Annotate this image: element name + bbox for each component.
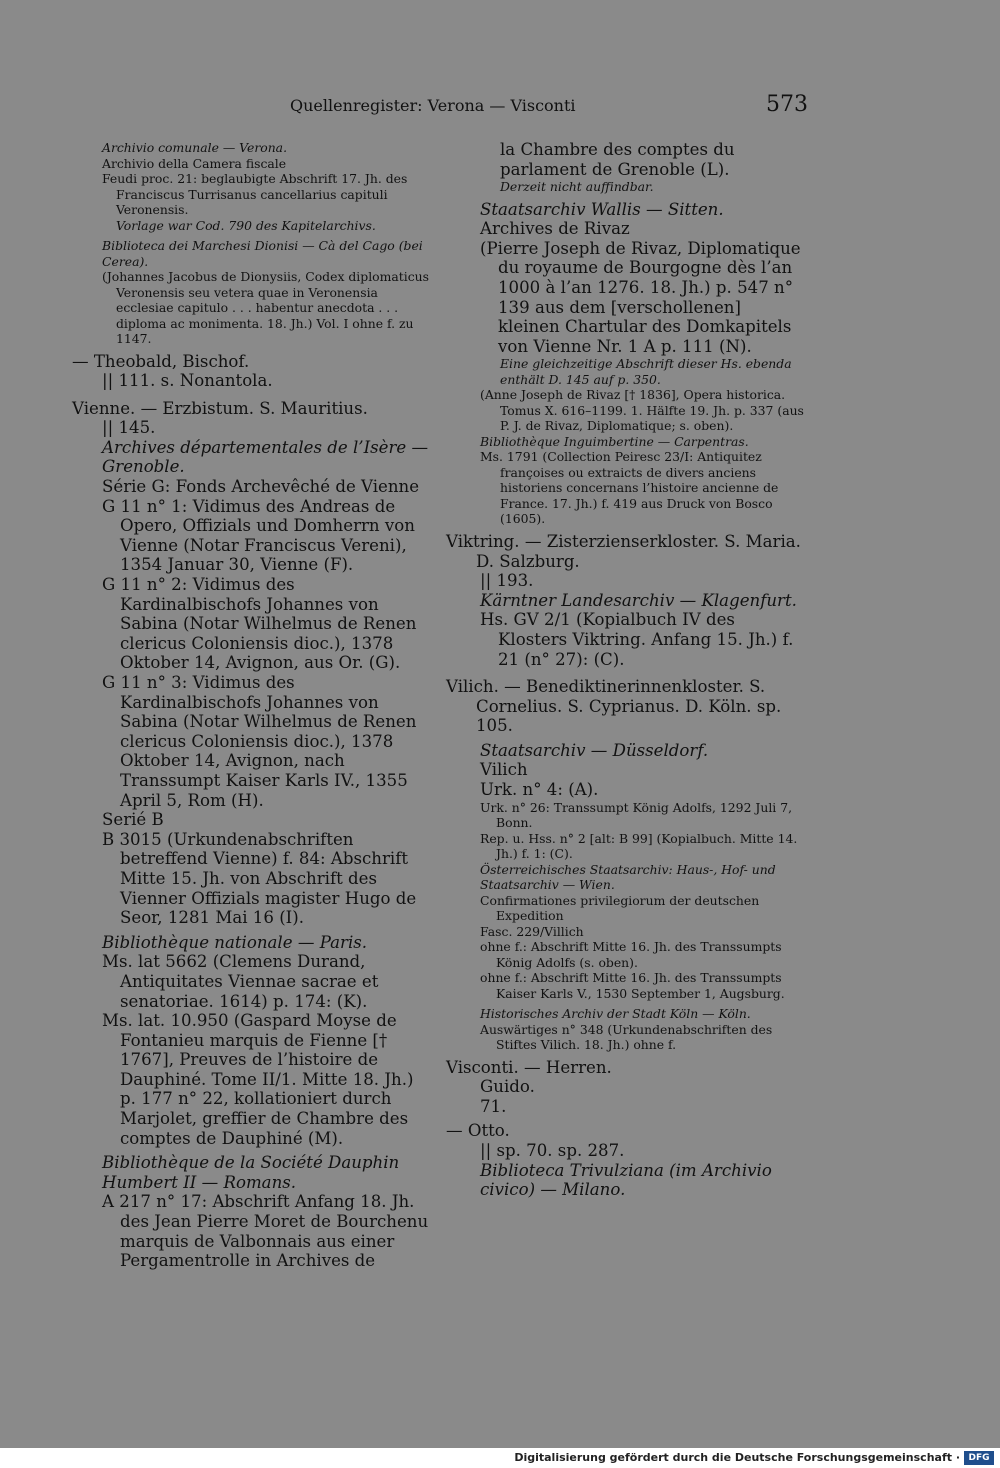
source-entry: Hs. GV 2/1 (Kopialbuch IV des Klosters Viktring. Anfang 15. Jh.) f. 21 (n° 27): (C).: [480, 610, 794, 669]
source-entry: A 217 n° 17: Abschrift Anfang 18. Jh. des Jean Pierre Moret de Bourchenu marquis de Valbonnais aus einer Pergamentrolle in Archives de: [102, 1192, 429, 1271]
source-entry: (Johannes Jacobus de Dionysiis, Codex diplomaticus Veronensis seu vetera quae in Veronensia ecclesiae capitulo . . . habentur anecdota . . . diploma ac monimenta. 18. Jh.) Vol. I ohne f. zu 1147.: [102, 269, 429, 346]
running-title: Quellenregister: Verona — Visconti: [290, 96, 576, 115]
archive-heading: Archives départementales de l’Isère — Grenoble.: [102, 437, 429, 477]
source-entry: G 11 n° 1: Vidimus des Andreas de Opero, Offizials und Domherrn von Vienne (Notar Franciscus Vereni), 1354 Januar 30, Vienne (F).: [102, 496, 415, 575]
archive-section: Série G: Fonds Archevêché de Vienne: [102, 477, 420, 497]
left-column: [72, 140, 430, 1271]
index-entry: Viktring. — Zisterzienserkloster. S. Maria. D. Salzburg.: [446, 531, 801, 571]
page-number: 573: [766, 92, 808, 117]
source-note: Eine gleichzeitige Abschrift dieser Hs. ebenda enthält D. 145 auf p. 350.: [500, 356, 792, 387]
index-person: Guido.: [480, 1077, 535, 1097]
index-reference: || 145.: [102, 418, 156, 438]
index-reference: 71.: [480, 1096, 507, 1116]
source-entry: ohne f.: Abschrift Mitte 16. Jh. des Transsumpts Kaiser Karls V., 1530 September 1, Augsburg.: [480, 970, 785, 1001]
source-entry: (Pierre Joseph de Rivaz, Diplomatique du royaume de Bourgogne dès l’an 1000 à l’an 1276. 18. Jh.) p. 547 n° 139 aus dem [verschollenen] kleinen Chartular des Domkapitels von Vienne Nr. 1 A p. 111 (N).: [480, 238, 801, 356]
archive-section: Vilich: [480, 760, 528, 780]
index-entry: — Otto.: [446, 1121, 510, 1141]
dfg-logo[interactable]: DFG: [964, 1451, 994, 1465]
archive-heading: Kärntner Landesarchiv — Klagenfurt.: [480, 590, 797, 610]
index-reference: || 193.: [480, 571, 534, 591]
archive-heading: Archivio comunale — Verona.: [102, 140, 288, 155]
viewer-footer: [0, 1448, 1000, 1468]
funding-notice: Digitalisierung gefördert durch die Deutsche Forschungsgemeinschaft ·: [514, 1451, 960, 1464]
source-entry: Urk. n° 4: (A).: [480, 780, 599, 800]
archive-section: Confirmationes privilegiorum der deutschen Expedition: [480, 892, 760, 924]
source-note: Derzeit nicht auffindbar.: [500, 179, 654, 195]
source-entry: Urk. n° 26: Transsumpt König Adolfs, 1292 Juli 7, Bonn.: [480, 799, 793, 831]
source-entry: Ms. lat 5662 (Clemens Durand, Antiquitates Viennae sacrae et senatoriae. 1614) p. 174: (K).: [102, 952, 379, 1011]
source-entry: Auswärtiges n° 348 (Urkundenabschriften des Stiftes Vilich. 18. Jh.) ohne f.: [480, 1021, 773, 1053]
source-entry: G 11 n° 3: Vidimus des Kardinalbischofs Johannes von Sabina (Notar Wilhelmus de Renen clericus Coloniensis dioc.), 1378 Oktober 14, Avignon, nach Transsumpt Kaiser Karls IV., 1355 April 5, Rom (H).: [102, 673, 417, 810]
source-entry: Ms. lat. 10.950 (Gaspard Moyse de Fontanieu marquis de Fienne [† 1767], Preuves de l’histoire de Dauphiné. Tome II/1. Mitte 18. Jh.) p. 177 n° 22, kollationiert durch Marjolet, greffier de Chambre des comptes de Dauphiné (M).: [102, 1011, 414, 1148]
index-reference: || 111. s. Nonantola.: [102, 371, 273, 391]
source-note: Vorlage war Cod. 790 des Kapitelarchivs.: [116, 217, 376, 233]
archive-section: Archives de Rivaz: [480, 219, 630, 239]
index-entry: Visconti. — Herren.: [446, 1057, 612, 1077]
source-entry: Rep. u. Hss. n° 2 [alt: B 99] (Kopialbuch. Mitte 14. Jh.) f. 1: (C).: [480, 830, 798, 862]
archive-heading: Staatsarchiv Wallis — Sitten.: [480, 199, 724, 219]
source-entry: G 11 n° 2: Vidimus des Kardinalbischofs Johannes von Sabina (Notar Wilhelmus de Renen clericus Coloniensis dioc.), 1378 Oktober 14, Avignon, aus Or. (G).: [102, 575, 417, 673]
archive-heading: Bibliothèque de la Société Dauphin Humbert II — Romans.: [102, 1153, 400, 1192]
source-entry: ohne f.: Abschrift Mitte 16. Jh. des Transsumpts König Adolfs (s. oben).: [480, 939, 782, 970]
archive-section: Serié B: [102, 810, 164, 830]
source-entry: Ms. 1791 (Collection Peiresc 23/I: Antiquitez françoises ou extraicts de divers anciens historiens concernans l’histoire ancienne de France. 17. Jh.) f. 419 aus Druck von Bosco (1605).: [480, 449, 779, 527]
archive-heading: Staatsarchiv — Düsseldorf.: [480, 740, 709, 760]
archive-heading: Historisches Archiv der Stadt Köln — Köln.: [480, 1006, 751, 1022]
page-header: [0, 92, 1000, 122]
source-entry: la Chambre des comptes du parlament de Grenoble (L).: [500, 140, 735, 179]
source-entry: B 3015 (Urkundenabschriften betreffend Vienne) f. 84: Abschrift Mitte 15. Jh. von Abschrift des Vienner Offizials magister Hugo de Seor, 1281 Mai 16 (I).: [102, 829, 417, 928]
index-entry: Vienne. — Erzbistum. S. Mauritius.: [72, 398, 368, 418]
archive-heading: Österreichisches Staatsarchiv: Haus-, Hof- und Staatsarchiv — Wien.: [480, 861, 776, 893]
archive-heading: Biblioteca dei Marchesi Dionisi — Cà del Cago (bei Cerea).: [102, 238, 423, 269]
index-entry: — Theobald, Bischof.: [72, 351, 250, 371]
archive-heading: Bibliothèque Inguimbertine — Carpentras.: [480, 433, 749, 449]
right-column: [446, 140, 806, 1200]
archive-heading: Biblioteca Trivulziana (im Archivio civico) — Milano.: [480, 1160, 772, 1200]
archive-heading: Bibliothèque nationale — Paris.: [102, 932, 368, 952]
archive-section: Archivio della Camera fiscale: [102, 155, 287, 171]
index-entry: Vilich. — Benediktinerinnenkloster. S. Cornelius. S. Cyprianus. D. Köln. sp. 105.: [446, 677, 782, 736]
index-reference: || sp. 70. sp. 287.: [480, 1141, 625, 1161]
archive-section: Fasc. 229/Villich: [480, 923, 584, 939]
source-entry: Feudi proc. 21: beglaubigte Abschrift 17. Jh. des Franciscus Turrisanus cancellarius capituli Veronensis.: [102, 171, 408, 217]
source-entry: (Anne Joseph de Rivaz [† 1836], Opera historica. Tomus X. 616–1199. 1. Hälfte 19. Jh. p. 337 (aus P. J. de Rivaz, Diplomatique; s. oben).: [480, 387, 804, 434]
